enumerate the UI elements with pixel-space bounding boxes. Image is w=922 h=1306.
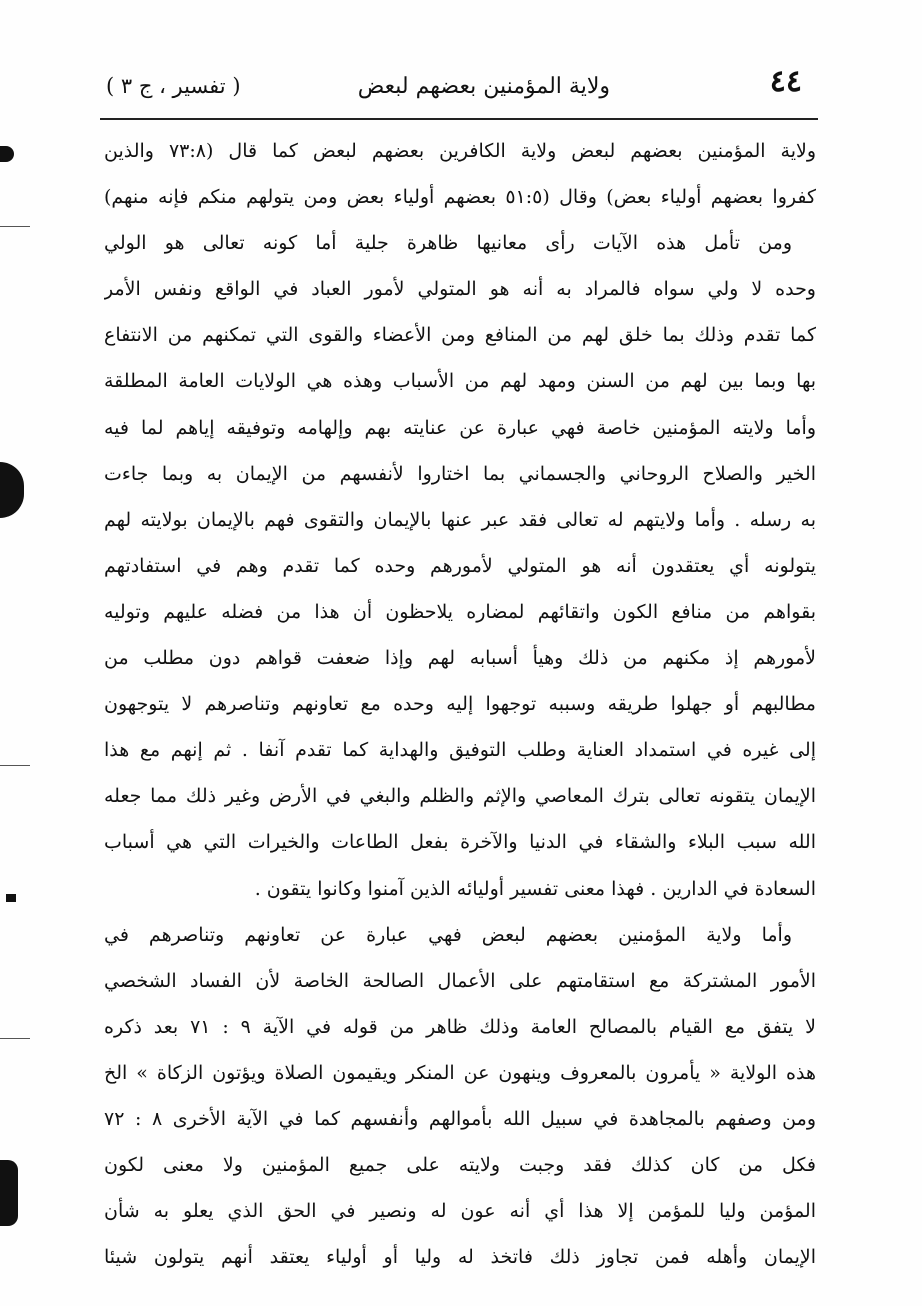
text-line: الخير والصلاح الروحاني والجسماني بما اختاروا لأنفسهم من الإيمان به وبما جاءت xyxy=(104,462,816,485)
scan-artifact xyxy=(0,462,24,518)
text-line: ومن تأمل هذه الآيات رأى معانيها ظاهرة جلية أما كونه تعالى هو الولي xyxy=(104,232,792,255)
text-line: ولاية المؤمنين بعضهم لبعض ولاية الكافرين بعضهم لبعض كما قال (٧٣:٨ والذين xyxy=(104,140,816,162)
scan-artifact xyxy=(0,1160,18,1226)
text-line: بها وبما بين لهم من السنن ومهد لهم من الأسباب وهذه هي الولايات العامة المطلقة xyxy=(104,370,816,393)
text-line: هذه الولاية « يأمرون بالمعروف وينهون عن المنكر ويقيمون الصلاة ويؤتون الزكاة » الخ xyxy=(104,1061,816,1084)
text-line: الله سبب البلاء والشقاء في الدنيا والآخرة بفعل الطاعات والخيرات التي هي أسباب xyxy=(104,831,816,854)
text-line: السعادة في الدارين . فهذا معنى تفسير أوليائه الذين آمنوا وكانوا يتقون . xyxy=(254,877,816,900)
text-line: لأمورهم إذ مكنهم من ذلك وهيأ أسبابه لهم وإذا ضعفت قواهم دون مطلب من xyxy=(104,647,816,670)
text-line: المؤمن وليا للمؤمن إلا هذا أي أنه عون له ونصير في الحق الذي يعلو به شأن xyxy=(104,1200,816,1223)
text-line: الإيمان وأهله فمن تجاوز ذلك فاتخذ له وليا أو أولياء يعتقد أنهم يتولون شيئا xyxy=(104,1246,816,1269)
scan-artifact xyxy=(6,894,16,902)
text-line: وأما ولايته المؤمنين خاصة فهي عبارة عن عنايته بهم وإلهامه وتوفيقه إياهم لما فيه xyxy=(104,416,816,439)
text-line: وحده لا ولي سواه فالمراد به أنه هو المتولي لأمور العباد في الواقع ونفس الأمر xyxy=(104,278,816,301)
text-line: ومن وصفهم بالمجاهدة في سبيل الله بأموالهم وأنفسهم كما في الآية الأخرى ٨ : ٧٢ xyxy=(104,1107,816,1130)
page-number: ٤٤ xyxy=(769,64,802,99)
scan-artifact xyxy=(0,146,14,162)
text-line: لا يتفق مع القيام بالمصالح العامة وذلك ظاهر من قوله في الآية ٩ : ٧١ بعد ذكره xyxy=(104,1015,816,1038)
running-source: ( تفسير ، ج ٣ ) xyxy=(106,74,241,98)
text-line: كما تقدم وذلك بما خلق لهم من المنافع ومن الأعضاء والقوى التي تمكنهم من الانتفاع xyxy=(104,324,816,347)
body-text xyxy=(104,128,816,1280)
text-line: الأمور المشتركة مع استقامتهم على الأعمال الصالحة الخاصة لأن الفساد الشخصي xyxy=(104,969,816,992)
text-line: بقواهم من منافع الكون واتقائهم لمضاره يلاحظون أن هذا من فضله عليهم وتوليه xyxy=(104,600,816,623)
text-line: الإيمان يتقونه تعالى بترك المعاصي والإثم والظلم والبغي في الأرض وغير ذلك مما جعله xyxy=(104,785,816,808)
text-line: مطالبهم أو جهلوا طريقه وسببه توجهوا إليه وحده مع تعاونهم وتناصرهم لا يتوجهون xyxy=(104,693,816,716)
running-title: ولاية المؤمنين بعضهم لبعض xyxy=(357,74,610,99)
scan-mark xyxy=(0,226,30,227)
page-header xyxy=(100,62,820,114)
scan-mark xyxy=(0,1038,30,1039)
text-line: يتولونه أي يعتقدون أنه هو المتولي لأمورهم وحده كما تقدم وهم في استفادتهم xyxy=(104,554,816,577)
text-line: فكل من كان كذلك فقد وجبت ولايته على جميع المؤمنين ولا معنى لكون xyxy=(104,1154,816,1177)
text-line: وأما ولاية المؤمنين بعضهم لبعض فهي عبارة عن تعاونهم وتناصرهم في xyxy=(104,923,792,946)
text-line: كفروا بعضهم أولياء بعض) وقال (٥١:٥ بعضهم أولياء بعض ومن يتولهم منكم فإنه منهم) xyxy=(104,186,816,209)
text-line: إلى غيره في استمداد العناية وطلب التوفيق والهداية كما تقدم آنفا . ثم إنهم مع هذا xyxy=(104,739,816,762)
scan-mark xyxy=(0,765,30,766)
text-line: به رسله . وأما ولايتهم له تعالى فقد عبر عنها بالإيمان والتقوى فهم بالإيمان بولايته لهم xyxy=(104,508,816,531)
header-rule xyxy=(100,118,818,120)
